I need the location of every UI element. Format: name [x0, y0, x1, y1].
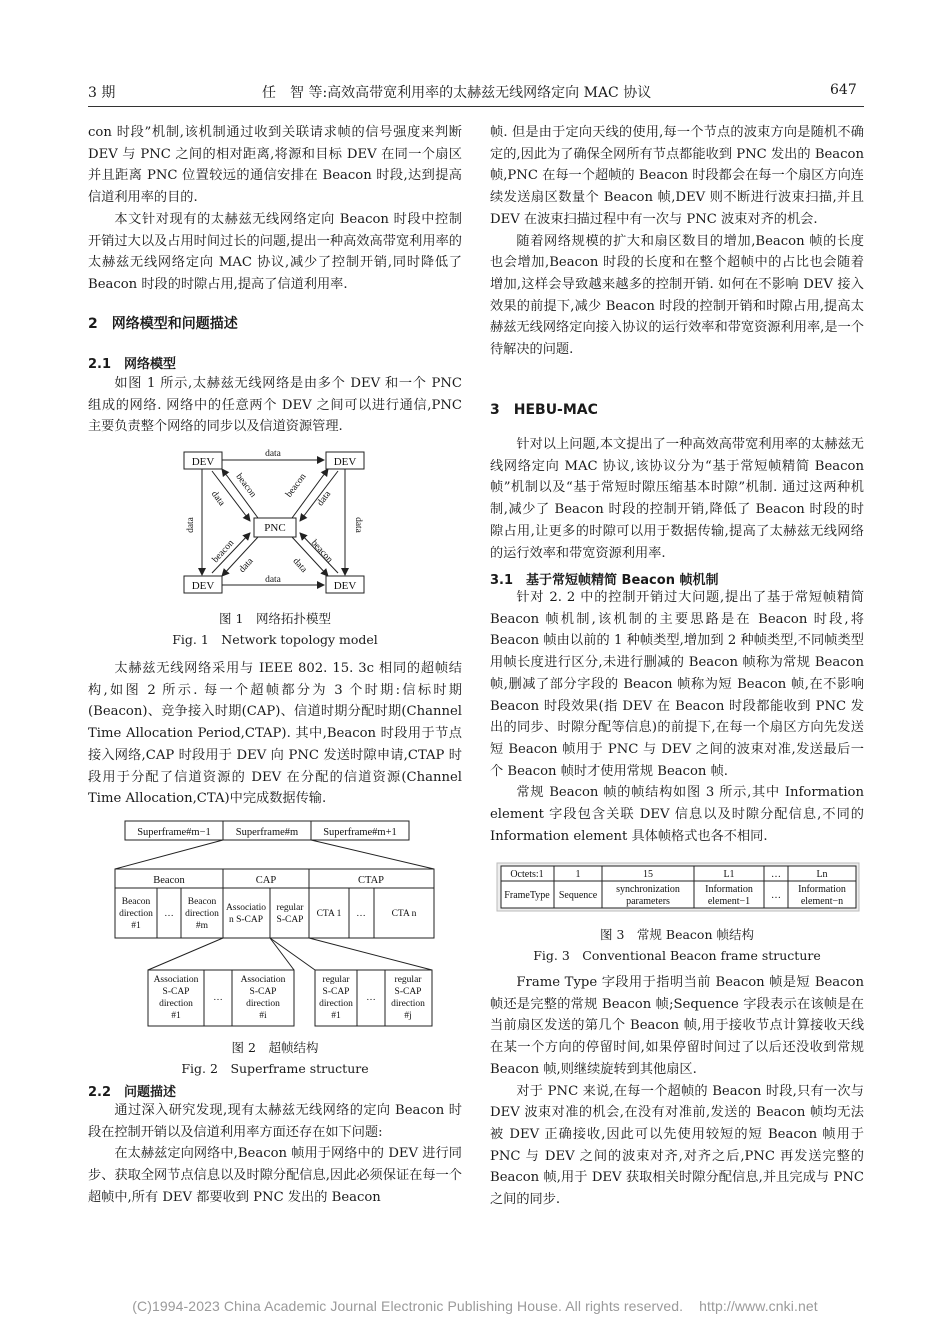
- section-2-heading: 2 网络模型和问题描述: [88, 316, 238, 332]
- cell-text: Associatio: [225, 903, 267, 913]
- beacon-period: Beacon: [153, 875, 185, 886]
- cell-text: Association: [240, 975, 286, 985]
- octet-size: L1: [723, 869, 735, 880]
- field-ie-1: Information: [705, 884, 753, 895]
- left-paragraph-4: 太赫兹无线网络采用与 IEEE 802. 15. 3c 相同的超帧结构,如图 2 所示. 每一个超帧都分为 3 个时期:信标时期(Beacon)、竞争接入时期(CAP)、信道时期分配时期(Channel Time Allocation Period,CTAP). 其中,Beacon 时段用于节点接入网络,CAP 时段用于 DEV 向 PNC 发送时隙申请,CTAP 时段用于分配了信道资源的 DEV 在分配的信道资源(Channel Time Allocation,CTA)中完成数据传输.: [88, 661, 462, 807]
- left-paragraph-6: 在太赫兹定向网络中,Beacon 帧用于网络中的 DEV 进行同步、获取全网节点信息以及时隙分配信息,因此必须保证在每一个超帧中,所有 DEV 都要收到 PNC 发出的 Beacon: [88, 1146, 462, 1205]
- subsection-2-1-heading: 2.1 网络模型: [88, 357, 177, 372]
- edge-label-beacon: beacon: [308, 538, 335, 566]
- cell-text: S-CAP: [394, 987, 422, 997]
- edge-label-data: data: [315, 489, 334, 509]
- cell-text: direction: [246, 999, 280, 1009]
- octet-size: 15: [643, 869, 653, 880]
- octet-size: Ln: [816, 869, 828, 880]
- cell-text: Association: [153, 975, 199, 985]
- right-paragraph-2: 随着网络规模的扩大和扇区数目的增加,Beacon 帧的长度也会增加,Beacon 时段的长度和在整个超帧中的占比也会随着增加,这样会导致越来越多的控制开销. 如何在不影响 DEV 接入效果的前提下,减少 Beacon 时段的控制开销和时隙占用,提高太赫兹无线网络定向接入协议的运行效率和带宽资源利用率,是一个待解决的问题.: [490, 233, 864, 358]
- header-rule: [88, 106, 864, 107]
- field-ie-n: element−n: [800, 896, 844, 907]
- pnc-label: PNC: [264, 522, 286, 534]
- cell-text: direction: [319, 999, 353, 1009]
- cell-text: S-CAP: [276, 915, 304, 925]
- cell-text: #1: [171, 1011, 181, 1021]
- dev-label: DEV: [333, 456, 357, 468]
- ellipsis: …: [164, 909, 174, 919]
- cell-text: #1: [131, 921, 141, 931]
- right-paragraph-7: 对于 PNC 来说,在每一个超帧的 Beacon 时段,只有一次与 DEV 波束对准的机会,在没有对准前,发送的 Beacon 帧均无法被 DEV 正确接收,因此可以先使用较短的短 Beacon 帧用于 PNC 与 DEV 之间的波束对齐,对齐之后,PNC 再发送完整的 Beacon 帧,用于 DEV 获取相关时隙分配信息,并且完成与 PNC 之间的同步.: [490, 1083, 864, 1208]
- figure-2-caption-en: Fig. 2 Superframe structure: [181, 1061, 369, 1076]
- edge-label-data: data: [186, 517, 196, 533]
- field-ie-1: element−1: [707, 896, 751, 907]
- right-paragraph-5: 常规 Beacon 帧的帧结构如图 3 所示,其中 Information element 字段包含关联 DEV 信息以及时隙分配信息,不同的 Information element 具体帧格式也各不相同.: [490, 785, 864, 844]
- right-block-4: [490, 972, 864, 1211]
- section-3-heading: 3 HEBU-MAC: [490, 402, 598, 418]
- running-title: 任 智 等:高效高带宽利用率的太赫兹无线网络定向 MAC 协议: [262, 85, 652, 101]
- cell-text: n S-CAP: [228, 915, 264, 925]
- left-paragraph-3: 如图 1 所示,太赫兹无线网络是由多个 DEV 和一个 PNC 组成的网络. 网络中的任意两个 DEV 之间可以进行通信,PNC 主要负责整个网络的同步以及信道资源管理.: [88, 376, 462, 435]
- copyright-footer: (C)1994-2023 China Academic Journal Electronic Publishing House. All rights reserved. http://www.cnki.net: [132, 1298, 818, 1314]
- left-block-2: [88, 373, 462, 438]
- edge-label-data: data: [265, 449, 281, 459]
- edge-label-data: data: [353, 517, 363, 533]
- dev-label: DEV: [333, 580, 357, 592]
- figure-1-network-topology: [180, 445, 370, 600]
- issue-number: 3 期: [88, 85, 116, 101]
- subsection-3-1-heading: 3.1 基于常短帧精简 Beacon 帧机制: [490, 573, 719, 588]
- cell-text: direction: [159, 999, 193, 1009]
- cell-text: S-CAP: [162, 987, 190, 997]
- octets-label: Octets:1: [510, 869, 544, 880]
- cell-text: regular: [322, 975, 350, 985]
- edge-label-beacon: beacon: [284, 472, 309, 500]
- right-block-3: [490, 587, 864, 847]
- figure-2-superframe-structure: [110, 820, 440, 1028]
- field-ellipsis: …: [771, 890, 781, 901]
- cell-text: #i: [259, 1011, 267, 1021]
- octet-size: 1: [575, 869, 581, 880]
- edge-label-beacon: beacon: [233, 472, 258, 500]
- figure-3-caption-cn: 图 3 常规 Beacon 帧结构: [600, 927, 754, 942]
- edge-label-data: data: [290, 556, 309, 575]
- ctap-period: CTAP: [358, 875, 384, 886]
- field-sync: synchronization: [616, 884, 680, 895]
- figure-1-caption-cn: 图 1 网络拓扑模型: [219, 611, 331, 626]
- cell-text: CTA n: [391, 909, 417, 919]
- right-paragraph-6: Frame Type 字段用于指明当前 Beacon 帧是短 Beacon 帧还是完整的常规 Beacon 帧;Sequence 字段表示在该帧是在当前扇区发送的第几个 Beacon 帧,用于接收节点计算接收天线在某一个方向的停留时间,如果停留时间过了以后还没收到常规 Beacon 帧,则继续旋转到其他扇区.: [490, 975, 864, 1077]
- right-block-1: [490, 122, 864, 361]
- figure-2-caption-cn: 图 2 超帧结构: [231, 1040, 319, 1055]
- edge-label-data: data: [208, 489, 227, 509]
- cell-text: direction: [185, 909, 219, 919]
- dev-label: DEV: [191, 580, 215, 592]
- cell-text: regular: [276, 903, 304, 913]
- left-paragraph-2: 本文针对现有的太赫兹无线网络定向 Beacon 时段中控制开销过大以及占用时间过长的问题,提出一种高效高带宽利用率的太赫兹无线网络定向 MAC 协议,减少了控制开销,同时降低了 Beacon 时段的时隙占用,提高了信道利用率.: [88, 211, 462, 292]
- edge-label-data: data: [237, 556, 256, 575]
- cell-text: CTA 1: [316, 909, 342, 919]
- ellipsis: …: [366, 993, 376, 1003]
- superframe-m-plus-1: Superframe#m+1: [323, 827, 397, 838]
- field-sequence: Sequence: [558, 890, 598, 901]
- cell-text: regular: [394, 975, 422, 985]
- field-sync: parameters: [626, 896, 670, 907]
- cell-text: #m: [195, 921, 209, 931]
- cell-text: #1: [331, 1011, 341, 1021]
- subsection-2-2-heading: 2.2 问题描述: [88, 1085, 177, 1100]
- page-number: 647: [830, 82, 857, 98]
- figure-3-caption-en: Fig. 3 Conventional Beacon frame structure: [533, 948, 821, 963]
- right-paragraph-3: 针对以上问题,本文提出了一种高效高带宽利用率的太赫兹无线网络定向 MAC 协议,该协议分为“基于常短帧精简 Beacon 帧”机制以及“基于常短时隙压缩基本时隙”机制. 通过这两种机制,减少了 Beacon 时段的控制开销,降低了 Beacon 时段的时隙占用,让更多的时隙可以用于数据传输,提高了太赫兹无线网络的运行效率和带宽资源利用率.: [490, 437, 864, 561]
- cell-text: S-CAP: [249, 987, 277, 997]
- cell-text: S-CAP: [322, 987, 350, 997]
- figure-1-caption-en: Fig. 1 Network topology model: [172, 632, 378, 647]
- right-block-2: [490, 434, 864, 564]
- left-block-1: [88, 122, 462, 296]
- cell-text: Beacon: [121, 897, 151, 907]
- left-paragraph-1: con 时段”机制,该机制通过收到关联请求帧的信号强度来判断 DEV 与 PNC 之间的相对距离,将源和目标 DEV 在同一个扇区并且距离 PNC 位置较远的通信安排在 Beacon 时段,达到提高信道利用率的目的.: [88, 125, 462, 206]
- superframe-m-minus-1: Superframe#m−1: [137, 827, 211, 838]
- edge-label-beacon: beacon: [210, 538, 237, 566]
- right-paragraph-4: 针对 2. 2 中的控制开销过大问题,提出了基于常短帧精简 Beacon 帧机制,该机制的主要思路是在 Beacon 时段,将 Beacon 帧由以前的 1 种帧类型,增加到 2 种帧类型,不同帧类型用帧长度进行区分,未进行删减的 Beacon 帧称为常规 Beacon 帧,删减了部分字段的 Beacon 帧称为短 Beacon 帧,在不影响 Beacon 时段效果(指 DEV 在 Beacon 时段都能收到 PNC 发出的同步、时隙分配等信息)的前提下,在每一个扇区方向先发送短 Beacon 帧用于 PNC 与 DEV 之间的波束对准,发送最后一个 Beacon 帧时才使用常规 Beacon 帧.: [490, 590, 864, 779]
- cell-text: Beacon: [187, 897, 217, 907]
- dev-label: DEV: [191, 456, 215, 468]
- cell-text: #j: [404, 1011, 412, 1021]
- left-block-3: [88, 658, 462, 810]
- cell-text: direction: [119, 909, 153, 919]
- left-block-4: [88, 1100, 462, 1209]
- field-frametype: FrameType: [504, 890, 550, 901]
- ellipsis: …: [356, 909, 366, 919]
- ellipsis: …: [213, 993, 223, 1003]
- right-paragraph-1: 帧. 但是由于定向天线的使用,每一个节点的波束方向是随机不确定的,因此为了确保全网所有节点都能收到 PNC 发出的 Beacon 帧,PNC 在每一个超帧的 Beacon 时段都会在每一个扇区方向连续发送扇区数量个 Beacon 帧,DEV 则不断进行波束扫描,并且 DEV 在波束扫描过程中有一次与 PNC 波束对齐的机会.: [490, 125, 864, 227]
- cap-period: CAP: [255, 875, 277, 886]
- superframe-m: Superframe#m: [235, 827, 299, 838]
- edge-label-data: data: [265, 575, 281, 585]
- figure-3-beacon-frame: [496, 862, 860, 912]
- cell-text: direction: [391, 999, 425, 1009]
- left-paragraph-5: 通过深入研究发现,现有太赫兹无线网络的定向 Beacon 时段在控制开销以及信道利用率方面还存在如下问题:: [88, 1103, 462, 1140]
- octet-size: …: [771, 869, 781, 880]
- field-ie-n: Information: [798, 884, 846, 895]
